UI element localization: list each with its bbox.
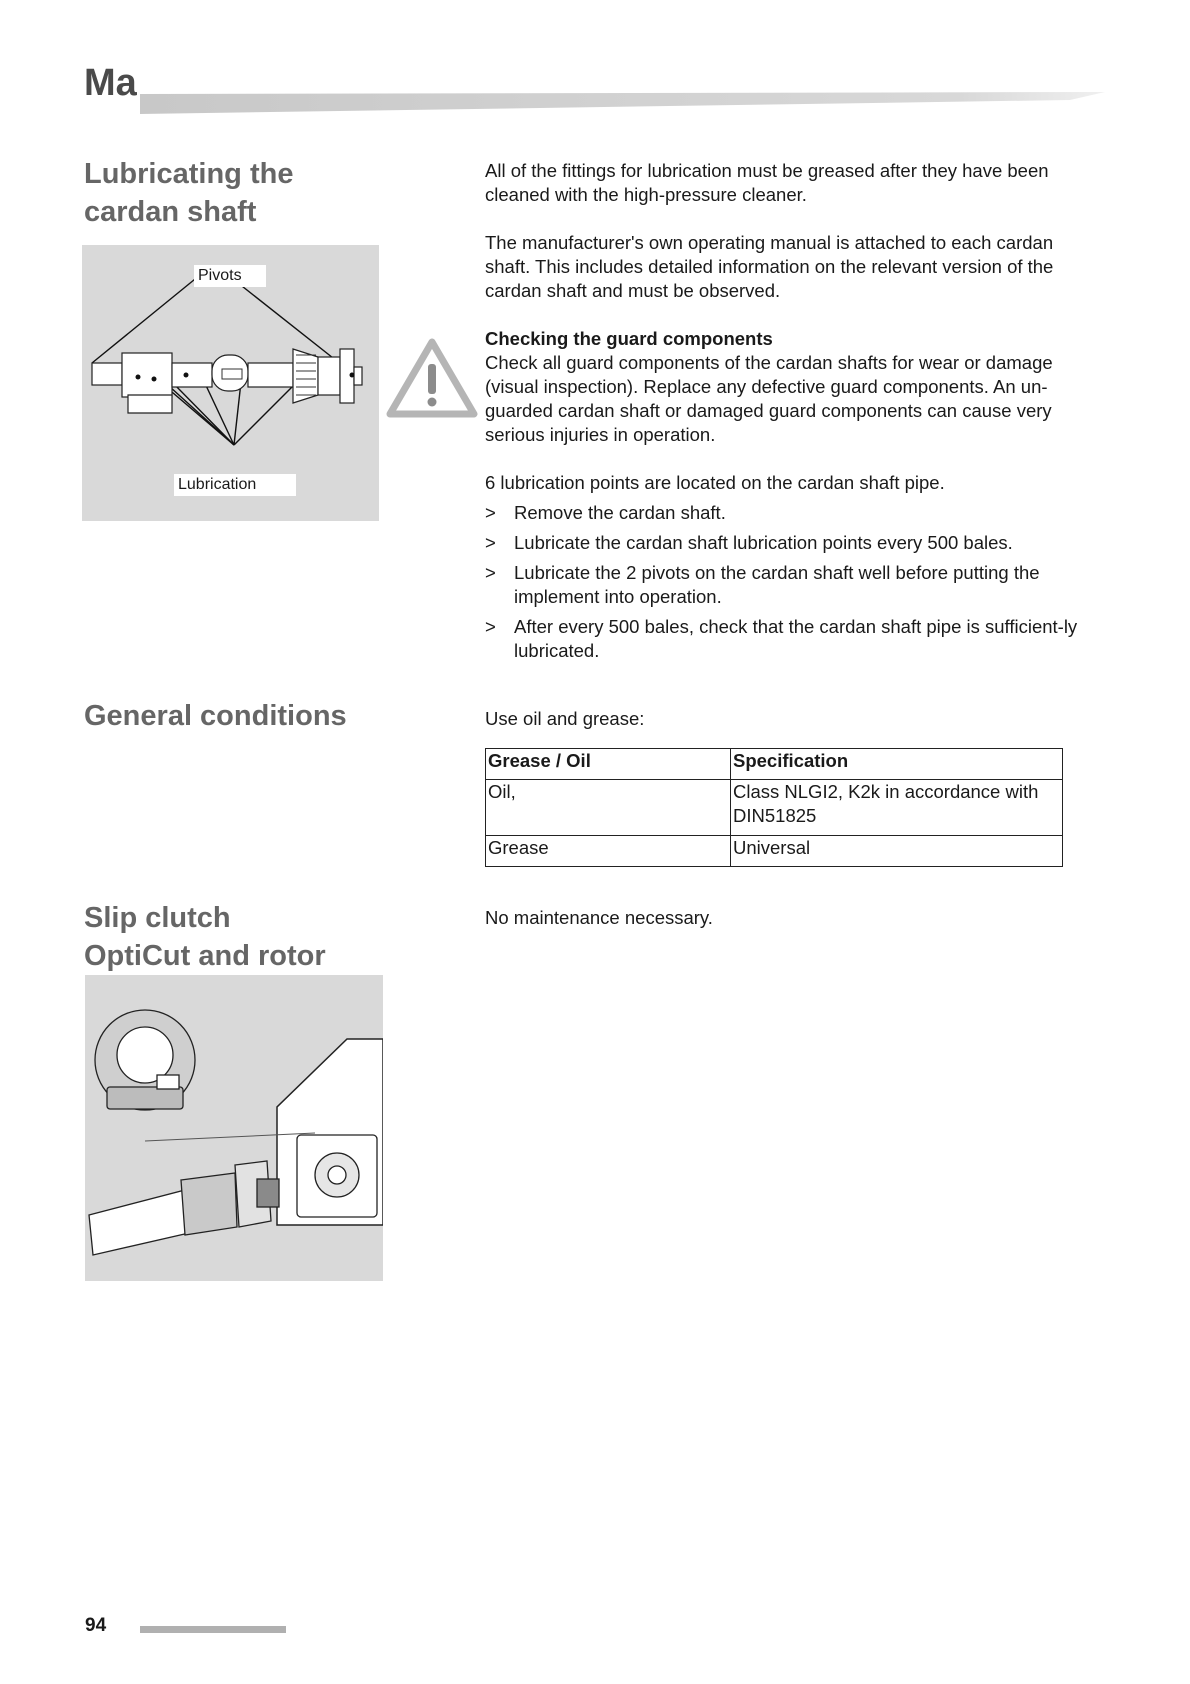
- lubricating-heading: [84, 155, 293, 231]
- page-number: 94: [85, 1615, 107, 1636]
- step-text: Lubricate the cardan shaft lubrication points every 500 bales.: [514, 532, 1013, 553]
- lubricating-content: [485, 159, 1100, 669]
- step-item: [485, 531, 1100, 555]
- lubricating-para2: The manufacturer's own operating manual is attached to each cardan shaft. This includes detailed information on the relevant version of the cardan shaft and must be observed.: [485, 232, 1054, 301]
- table-cell: Oil,: [486, 780, 731, 836]
- step-marker: >: [485, 616, 496, 637]
- header-bar: [140, 88, 1105, 118]
- grease-oil-table: [485, 748, 1063, 867]
- warning-title: Checking the guard components: [485, 328, 773, 349]
- table-header-row: [486, 749, 1063, 780]
- lubrication-steps: [485, 501, 1100, 663]
- step-item: [485, 501, 1100, 525]
- section-abbrev: Ma: [84, 62, 137, 104]
- step-marker: >: [485, 532, 496, 553]
- table-header-cell: Grease / Oil: [486, 749, 731, 780]
- warning-block: [485, 327, 1100, 447]
- figure-label-lubrication: Lubrication: [174, 474, 296, 496]
- slip-clutch-text: No maintenance necessary.: [485, 907, 713, 928]
- step-text: Remove the cardan shaft.: [514, 502, 726, 523]
- step-item: [485, 615, 1100, 663]
- table-row: [486, 780, 1063, 836]
- lubricating-para3: 6 lubrication points are located on the cardan shaft pipe.: [485, 472, 945, 493]
- slip-clutch-drawing: [85, 975, 383, 1281]
- cardan-shaft-figure: [82, 245, 379, 521]
- lubricating-heading-line1: Lubricating the: [84, 158, 294, 190]
- table-cell: Grease: [486, 836, 731, 867]
- table-header-cell: Specification: [731, 749, 1063, 780]
- warning-text: Check all guard components of the cardan shafts for wear or damage (visual inspection). Replace any defective guard components. An un-guarded cardan shaft or damaged guard components can cause very serious injuries in operation.: [485, 352, 1053, 445]
- table-row: [486, 836, 1063, 867]
- step-item: [485, 561, 1100, 609]
- step-text: Lubricate the 2 pivots on the cardan shaft well before putting the implement into operation.: [514, 562, 1040, 607]
- figure-label-pivots: Pivots: [194, 265, 266, 287]
- footer-bar: [140, 1626, 286, 1633]
- slip-clutch-figure: [85, 975, 383, 1281]
- slip-clutch-heading: [84, 899, 326, 975]
- lubricating-para1: All of the fittings for lubrication must be greased after they have been cleaned with the high-pressure cleaner.: [485, 160, 1049, 205]
- step-text: After every 500 bales, check that the cardan shaft pipe is sufficient-ly lubricated.: [514, 616, 1078, 661]
- general-conditions-heading: General conditions: [84, 700, 347, 732]
- slip-clutch-heading-line1: Slip clutch: [84, 902, 231, 934]
- table-cell: Class NLGI2, K2k in accordance with DIN51825: [731, 780, 1063, 836]
- general-intro: Use oil and grease:: [485, 708, 645, 729]
- warning-triangle-icon: [386, 336, 478, 420]
- table-cell: Universal: [731, 836, 1063, 867]
- step-marker: >: [485, 502, 496, 523]
- step-marker: >: [485, 562, 496, 583]
- slip-clutch-heading-line2: OptiCut and rotor: [84, 940, 326, 972]
- lubricating-heading-line2: cardan shaft: [84, 196, 257, 228]
